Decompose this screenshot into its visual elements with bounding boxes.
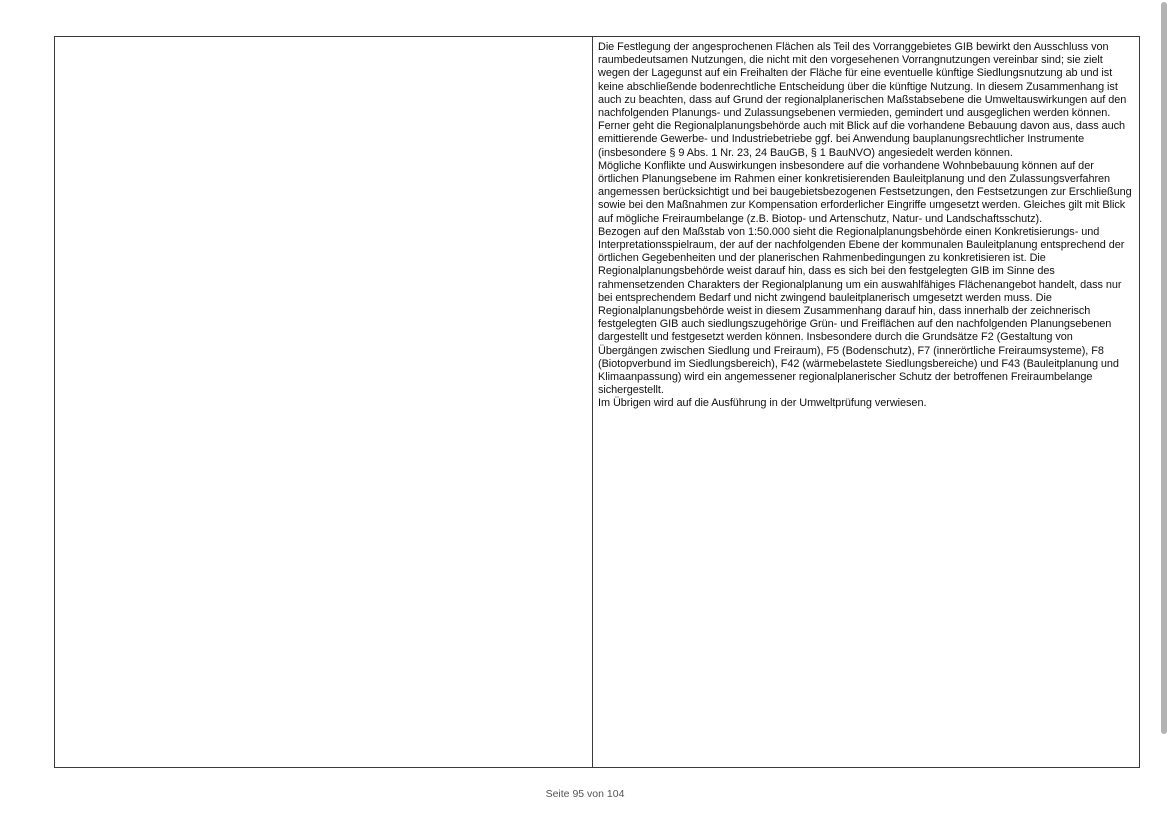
paragraph-vorranggebiet: Die Festlegung der angesprochenen Flächen als Teil des Vorranggebietes GIB bewirkt den Ausschluss von raumbedeutsamen Nutzungen, die nicht mit den vorgesehenen Vorrangnutzungen vereinbar sind; sie zielt wegen der Lagegunst auf ein Freihalten der Fläche für eine eventuelle künftige Siedlungsnutzung ab und ist keine abschließende bodenrechtliche Entscheidung über die künftige Nutzung. In diesem Zusammenhang ist auch zu beachten, dass auf Grund der regionalplanerischen Maßstabsebene die Umweltauswirkungen auf den nachfolgenden Planungs- und Zulassungsebenen vermieden, gemindert und ausgeglichen werden können. Ferner geht die Regionalplanungsbehörde auch mit Blick auf die vorhandene Bebauung davon aus, dass auch emittierende Gewerbe- und Industriebetriebe ggf. bei Anwendung bauplanungsrechtlicher Instrumente (insbesondere § 9 Abs. 1 Nr. 23, 24 BauGB, § 1 BauNVO) angesiedelt werden können. (598, 41, 1127, 159)
paragraph-konflikte: Mögliche Konflikte und Auswirkungen insbesondere auf die vorhandene Wohnbebauung können auf der örtlichen Planungsebene im Rahmen einer konkretisierenden Bauleitplanung und den Zulassungsverfahren angemessen berücksichtigt und bei baugebietsbezogenen Festsetzungen, den Festsetzungen zur Erschließung sowie bei den Maßnahmen zur Kompensation erforderlicher Eingriffe umgesetzt werden. Gleiches gilt mit Blick auf mögliche Freiraumbelange (z.B. Biotop- und Artenschutz, Natur- und Landschaftsschutz). (598, 159, 1132, 225)
vertical-scrollbar[interactable] (1157, 0, 1170, 819)
table-right-cell (593, 37, 1139, 767)
page-number-footer: Seite 95 von 104 (545, 788, 625, 800)
paragraph-massstab: Bezogen auf den Maßstab von 1:50.000 sieht die Regionalplanungsbehörde einen Konkretisierungs- und Interpretationsspielraum, der auf der nachfolgenden Ebene der kommunalen Bauleitplanung entsprechend der örtlichen Gegebenheiten und der planerischen Rahmenbedingungen zu konkretisieren ist. Die Regionalplanungsbehörde weist darauf hin, dass es sich bei den festgelegten GIB im Sinne des rahmensetzenden Charakters der Regionalplanung um ein auswahlfähiges Flächenangebot handelt, dass nur bei entsprechendem Bedarf und nicht zwingend bauleitplanerisch umgesetzt werden muss. Die Regionalplanungsbehörde weist in diesem Zusammenhang darauf hin, dass innerhalb der zeichnerisch festgelegten GIB auch siedlungszugehörige Grün- und Freiflächen auf den nachfolgenden Planungsebenen dargestellt und festgesetzt werden können. Insbesondere durch die Grundsätze F2 (Gestaltung von Übergängen zwischen Siedlung und Freiraum), F5 (Bodenschutz), F7 (innerörtliche Freiraumsysteme), F8 (Biotopverbund im Siedlungsbereich), F42 (wärmebelastete Siedlungsbereiche) und F43 (Bauleitplanung und Klimaanpassung) wird ein angemessener regionalplanerischer Schutz der betroffenen Freiraumbelange sichergestellt. (598, 225, 1125, 397)
document-table (54, 36, 1140, 768)
paragraph-umweltpruefung: Im Übrigen wird auf die Ausführung in der Umweltprüfung verwiesen. (598, 397, 927, 410)
scrollbar-thumb[interactable] (1161, 2, 1167, 734)
table-left-cell (55, 37, 593, 767)
